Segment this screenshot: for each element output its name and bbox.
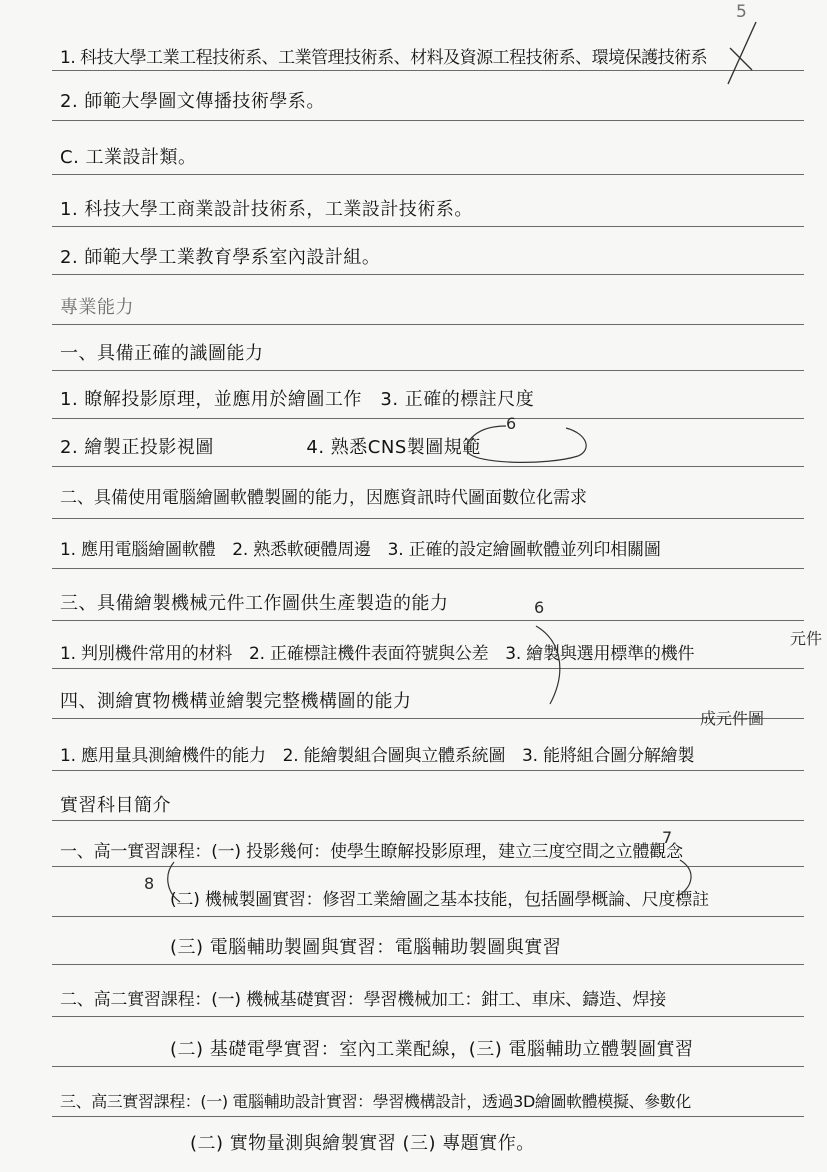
line-14: 四、測繪實物機構並繪製完整機構圖的能力	[60, 691, 412, 712]
line-16: 實習科目簡介	[60, 795, 171, 816]
ruled-line	[52, 620, 804, 621]
margin-note-7: 7	[662, 828, 673, 847]
line-11: 1. 應用電腦繪圖軟體 2. 熟悉軟硬體周邊 3. 正確的設定繪圖軟體並列印相關圖	[60, 540, 661, 560]
line-15: 1. 應用量具測繪機件的能力 2. 能繪製組合圖與立體系統圖 3. 能將組合圖分解繪製	[60, 746, 695, 766]
line-12: 三、具備繪製機械元件工作圖供生產製造的能力	[60, 593, 449, 614]
line-5: 2. 師範大學工業教育學系室內設計組。	[60, 247, 381, 268]
margin-note-8: 8	[144, 874, 155, 893]
line-17: 一、高一實習課程：(一) 投影幾何：使學生瞭解投影原理，建立三度空間之立體觀念	[60, 842, 683, 862]
line-20: 二、高二實習課程：(一) 機械基礎實習：學習機械加工：鉗工、車床、鑄造、焊接	[60, 990, 667, 1010]
line-4: 1. 科技大學工商業設計技術系，工業設計技術系。	[60, 199, 473, 220]
ruled-line	[52, 70, 804, 71]
margin-note-wenjian: 元件	[790, 629, 823, 648]
line-6-section-heading: 專業能力	[60, 297, 134, 318]
ruled-line	[52, 916, 804, 917]
bracket-mark	[520, 620, 580, 710]
ruled-line	[52, 718, 804, 719]
ruled-line	[52, 1066, 804, 1067]
ruled-line	[52, 324, 804, 325]
line-18: (二) 機械製圖實習：修習工業繪圖之基本技能，包括圖學概論、尺度標註	[170, 890, 709, 910]
margin-note-6b: 6	[534, 598, 545, 617]
ruled-line	[52, 418, 804, 419]
ruled-line	[52, 820, 804, 821]
line-23: (二) 實物量測與繪製實習 (三) 專題實作。	[190, 1133, 535, 1154]
line-21: (二) 基礎電學實習：室內工業配線，(三) 電腦輔助立體製圖實習	[170, 1039, 694, 1060]
line-22: 三、高三實習課程：(一) 電腦輔助設計實習：學習機構設計，透過3D繪圖軟體模擬、參數化	[60, 1092, 691, 1111]
circle-mark	[456, 420, 596, 466]
ruled-line	[52, 964, 804, 965]
ruled-line	[52, 770, 804, 771]
ruled-line	[52, 668, 804, 669]
line-7: 一、具備正確的識圖能力	[60, 343, 264, 364]
line-2: 2. 師範大學圖文傳播技術學系。	[60, 91, 325, 112]
ruled-line	[52, 1016, 804, 1017]
ruled-line	[52, 370, 804, 371]
ruled-line	[52, 1116, 804, 1117]
ruled-line	[52, 120, 804, 121]
line-13: 1. 判別機件常用的材料 2. 正確標註機件表面符號與公差 3. 繪製與選用標準的機件	[60, 644, 695, 664]
ruled-line	[52, 518, 804, 519]
page-number: 5	[736, 2, 747, 22]
line-3: C. 工業設計類。	[60, 147, 197, 168]
line-19: (三) 電腦輔助製圖與實習：電腦輔助製圖與實習	[170, 937, 562, 958]
ruled-line	[52, 226, 804, 227]
line-10: 二、具備使用電腦繪圖軟體製圖的能力，因應資訊時代圖面數位化需求	[60, 488, 587, 508]
ruled-line	[52, 466, 804, 467]
line-1: 1. 科技大學工業工程技術系、工業管理技術系、材料及資源工程技術系、環境保護技術系	[60, 48, 708, 68]
margin-note-6a: 6	[506, 414, 517, 433]
line-9: 2. 繪製正投影視圖 4. 熟悉CNS製圖規範	[60, 437, 481, 458]
ruled-line	[52, 568, 804, 569]
line-8: 1. 瞭解投影原理，並應用於繪圖工作 3. 正確的標註尺度	[60, 389, 535, 410]
ruled-line	[52, 174, 804, 175]
margin-note-chengyuanjiantu: 成元件圖	[700, 709, 765, 728]
bracket-mark	[160, 856, 700, 906]
ruled-line	[52, 274, 804, 275]
